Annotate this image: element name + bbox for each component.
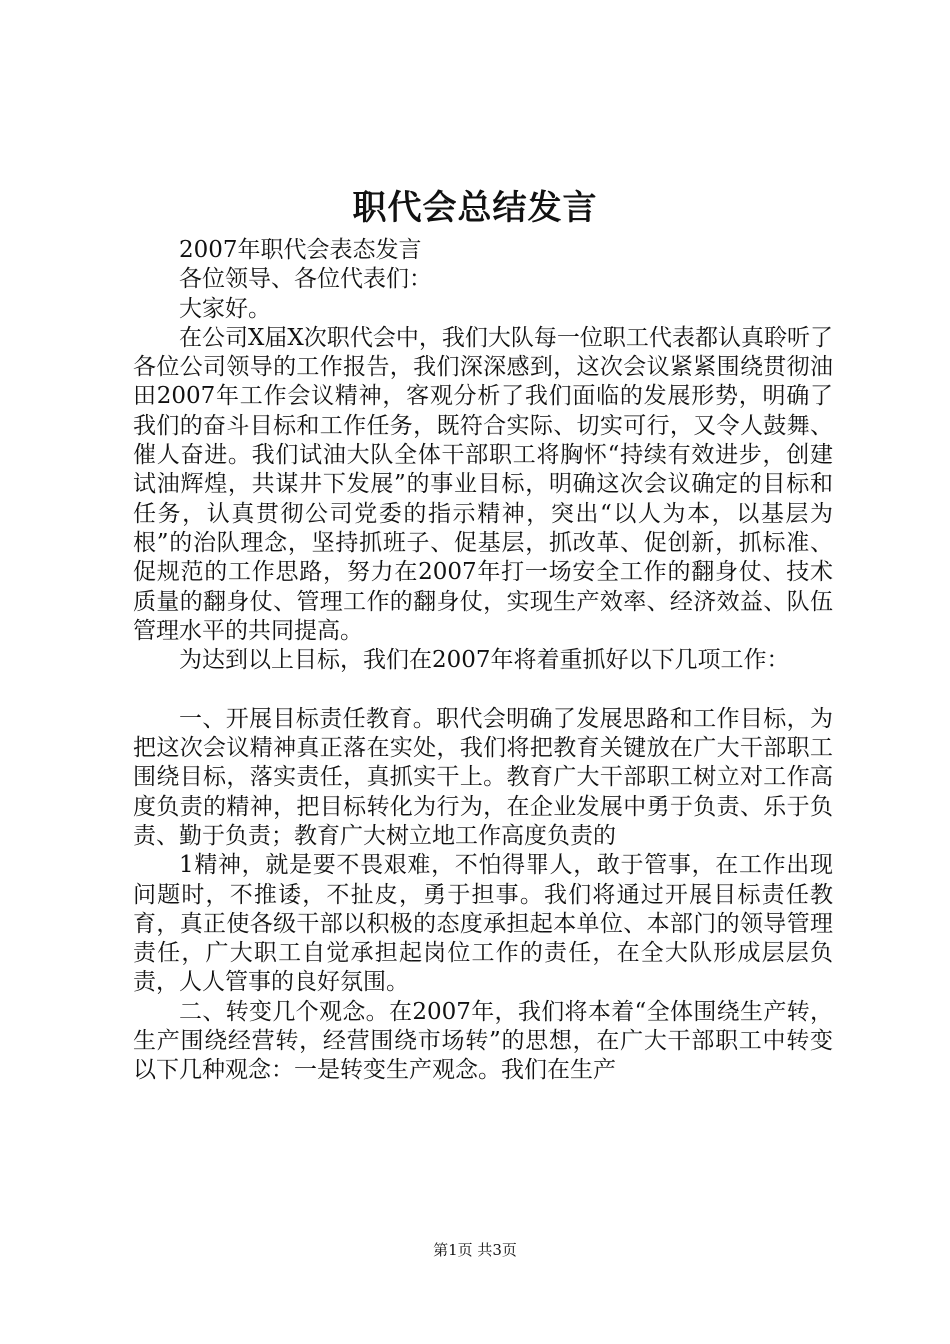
paragraph-greeting: 大家好。 <box>179 295 271 322</box>
document-body <box>133 236 833 1086</box>
paragraph-salutation: 各位领导、各位代表们： <box>179 266 432 293</box>
paragraph-subtitle: 2007年职代会表态发言 <box>179 237 422 263</box>
paragraph-intro: 在公司X届X次职代会中，我们大队每一位职工代表都认真聆听了各位公司领导的工作报告，我们深深感到，这次会议紧紧围绕贯彻油田2007年工作会议精神，客观分析了我们面临的发展形势，明确了我们的奋斗目标和工作任务，既符合实际、切实可行，又令人鼓舞、催人奋进。我们试油大队全体干部职工将胸怀“持续有效进步，创建试油辉煌，共谋井下发展”的事业目标，明确这次会议确定的目标和任务，认真贯彻公司党委的指示精神，突出“以人为本，以基层为根”的治队理念，坚持抓班子、促基层，抓改革、促创新，抓标准、促规范的工作思路，努力在2007年打一场安全工作的翻身仗、技术质量的翻身仗、管理工作的翻身仗，实现生产效率、经济效益、队伍管理水平的共同提高。 <box>133 324 833 644</box>
page-number-footer: 第1页 共3页 <box>433 1241 517 1259</box>
paragraph-spacer <box>133 675 833 704</box>
paragraph-section-one-continued: 1精神，就是要不畏艰难，不怕得罪人，敢于管事，在工作出现问题时，不推诿，不扯皮，勇于担事。我们将通过开展目标责任教育，真正使各级干部以积极的态度承担起本单位、本部门的领导管理责任，广大职工自觉承担起岗位工作的责任，在全大队形成层层负责，人人管事的良好氛围。 <box>133 852 833 996</box>
paragraph-section-two: 二、转变几个观念。在2007年，我们将本着“全体围绕生产转，生产围绕经营转，经营围绕市场转”的思想，在广大干部职工中转变以下几种观念：一是转变生产观念。我们在生产 <box>133 998 833 1084</box>
paragraph-section-one: 一、开展目标责任教育。职代会明确了发展思路和工作目标，为把这次会议精神真正落在实处，我们将把教育关键放在广大干部职工围绕目标，落实责任，真抓实干上。教育广大干部职工树立对工作高度负责的精神，把目标转化为行为，在企业发展中勇于负责、乐于负责、勤于负责；教育广大树立地工作高度负责的 <box>133 705 833 849</box>
document-title: 职代会总结发言 <box>352 188 598 228</box>
paragraph-goals: 为达到以上目标，我们在2007年将着重抓好以下几项工作： <box>179 647 790 674</box>
